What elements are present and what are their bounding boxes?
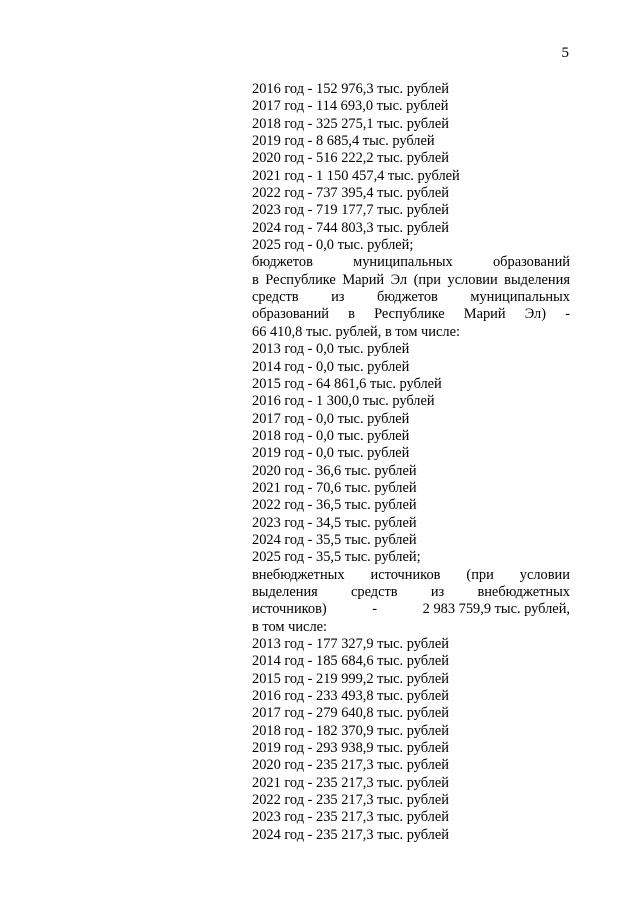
extrabudget-subheading-line: в том числе:	[252, 618, 328, 635]
word: -	[565, 306, 570, 323]
word: Марий	[463, 306, 506, 323]
word: (при	[466, 566, 494, 583]
year-line: 2022 год - 737 395,4 тыс. рублей	[252, 185, 449, 202]
word: муниципальных	[353, 254, 453, 271]
year-line: 2023 год - 235 217,3 тыс. рублей	[252, 809, 449, 826]
justified-line	[252, 289, 570, 306]
extrabudget-sources-heading	[252, 567, 570, 636]
year-line: 2021 год - 235 217,3 тыс. рублей	[252, 774, 449, 791]
block-municipal-years	[252, 341, 570, 566]
word: Эл	[390, 271, 408, 288]
year-line: 2019 год - 293 938,9 тыс. рублей	[252, 740, 449, 757]
year-line: 2017 год - 114 693,0 тыс. рублей	[252, 98, 449, 115]
year-line: 2022 год - 36,5 тыс. рублей	[252, 497, 417, 514]
word: муниципальных	[470, 289, 570, 306]
justified-line	[252, 601, 570, 618]
word: Республике	[374, 306, 445, 323]
word: в	[348, 306, 355, 323]
year-line: 2024 год - 744 803,3 тыс. рублей	[252, 219, 449, 236]
word: Эл)	[524, 306, 547, 323]
year-line: 2024 год - 235 217,3 тыс. рублей	[252, 826, 449, 843]
word: внебюджетных	[477, 583, 570, 600]
year-line: 2019 год - 8 685,4 тыс. рублей	[252, 133, 435, 150]
justified-line	[252, 584, 570, 601]
year-line: 2021 год - 1 150 457,4 тыс. рублей	[252, 167, 460, 184]
page-number: 5	[561, 45, 569, 61]
year-line: 2015 год - 219 999,2 тыс. рублей	[252, 670, 449, 687]
word: выделения	[252, 583, 318, 600]
year-line: 2020 год - 36,6 тыс. рублей	[252, 462, 417, 479]
justified-line	[252, 254, 570, 271]
word: образований	[492, 254, 570, 271]
year-line: 2017 год - 279 640,8 тыс. рублей	[252, 705, 449, 722]
year-line: 2019 год - 0,0 тыс. рублей	[252, 445, 410, 462]
year-line: 2018 год - 325 275,1 тыс. рублей	[252, 115, 449, 132]
year-line: 2016 год - 1 300,0 тыс. рублей	[252, 393, 435, 410]
word: источников)	[252, 601, 327, 618]
word: -	[372, 601, 378, 618]
year-line: 2013 год - 0,0 тыс. рублей	[252, 341, 410, 358]
year-line: 2018 год - 0,0 тыс. рублей	[252, 427, 410, 444]
year-line: 2016 год - 233 493,8 тыс. рублей	[252, 688, 449, 705]
document-body	[252, 81, 570, 844]
year-line: 2023 год - 719 177,7 тыс. рублей	[252, 202, 449, 219]
year-line: 2017 год - 0,0 тыс. рублей	[252, 410, 410, 427]
word: Марий	[342, 271, 385, 288]
justified-line	[252, 306, 570, 323]
justified-line	[252, 567, 570, 584]
year-line: 2025 год - 0,0 тыс. рублей;	[252, 237, 414, 254]
municipal-total-line: 66 410,8 тыс. рублей, в том числе:	[252, 323, 460, 340]
word: средств	[351, 583, 398, 600]
word: внебюджетных	[252, 566, 345, 583]
word: бюджетов	[376, 289, 438, 306]
year-line: 2013 год - 177 327,9 тыс. рублей	[252, 636, 449, 652]
word: бюджетов	[252, 254, 313, 271]
word: в	[252, 271, 259, 288]
year-line: 2014 год - 185 684,6 тыс. рублей	[252, 653, 449, 670]
year-line: 2015 год - 64 861,6 тыс. рублей	[252, 375, 442, 392]
year-line: 2020 год - 516 222,2 тыс. рублей	[252, 150, 449, 167]
word: образований	[252, 306, 329, 323]
block-extrabudget-years	[252, 636, 570, 844]
year-line: 2025 год - 35,5 тыс. рублей;	[252, 549, 421, 566]
word: Республике	[265, 271, 336, 288]
word: условии	[519, 566, 570, 583]
municipal-budgets-heading	[252, 254, 570, 341]
word: из	[430, 583, 445, 600]
year-line: 2020 год - 235 217,3 тыс. рублей	[252, 757, 449, 774]
word: выделения	[504, 271, 570, 288]
year-line: 2016 год - 152 976,3 тыс. рублей	[252, 81, 449, 97]
word: средств	[252, 289, 299, 306]
year-line: 2014 год - 0,0 тыс. рублей	[252, 358, 410, 375]
year-line: 2023 год - 34,5 тыс. рублей	[252, 514, 417, 531]
word: условии	[447, 271, 498, 288]
justified-line	[252, 272, 570, 289]
word: из	[331, 289, 345, 306]
word: (при	[413, 271, 441, 288]
year-line: 2021 год - 70,6 тыс. рублей	[252, 479, 417, 496]
year-line: 2022 год - 235 217,3 тыс. рублей	[252, 792, 449, 809]
word: 2 983 759,9 тыс. рублей,	[422, 601, 570, 618]
word: источников	[370, 566, 441, 583]
block-regional-years	[252, 81, 570, 254]
year-line: 2018 год - 182 370,9 тыс. рублей	[252, 722, 449, 739]
year-line: 2024 год - 35,5 тыс. рублей	[252, 531, 417, 548]
